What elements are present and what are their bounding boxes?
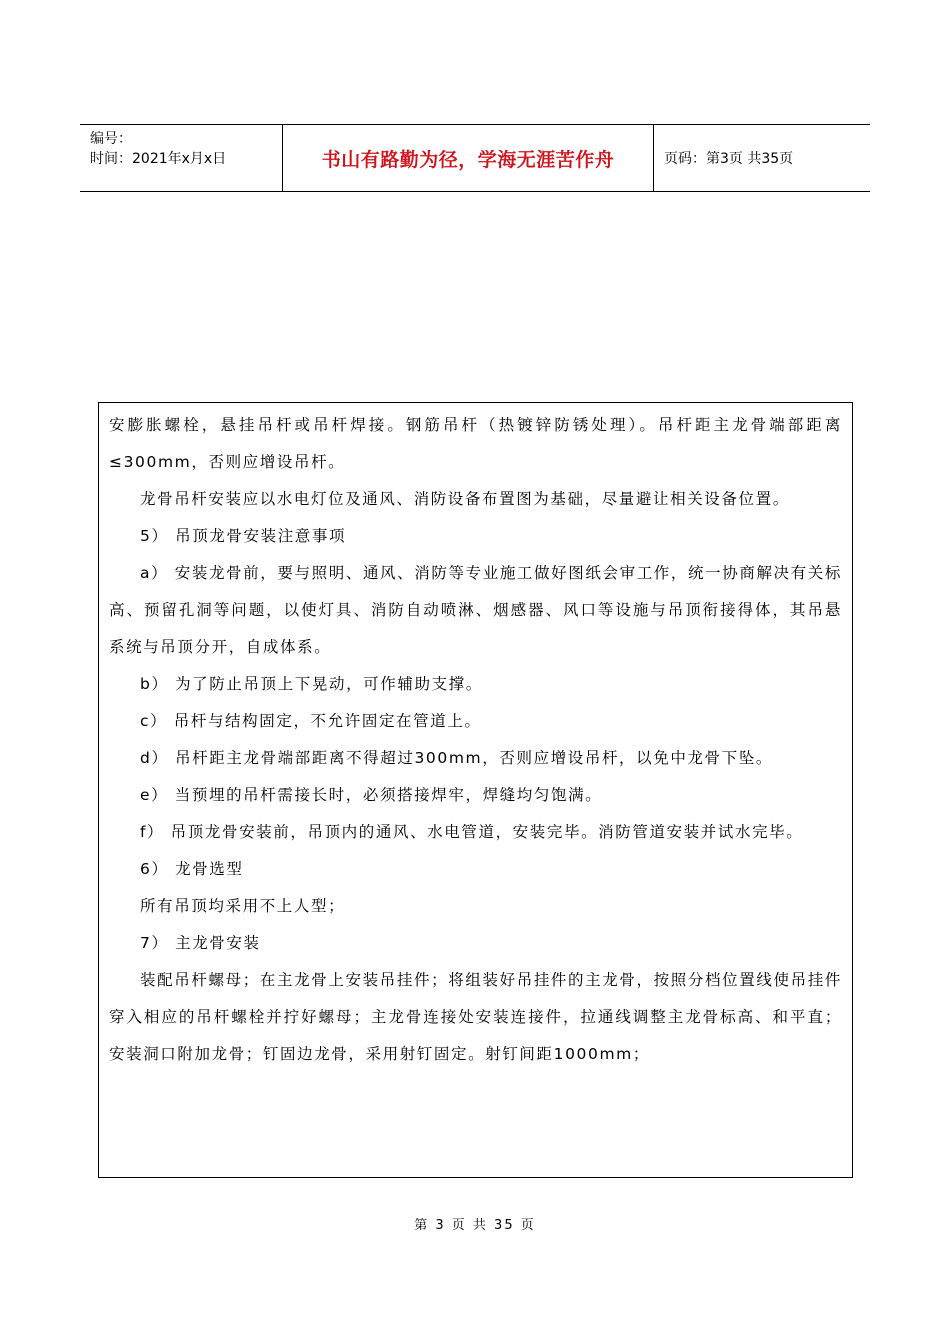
list-item: a） 安装龙骨前，要与照明、通风、消防等专业施工做好图纸会审工作，统一协商解决有关标高、预留孔洞等问题，以使灯具、消防自动喷淋、烟感器、风口等设施与吊顶衔接得体，其吊悬系统与吊顶分开，自成体系。 xyxy=(109,564,842,656)
header-page-number: 页码：第3页 共35页 xyxy=(664,151,794,167)
document-header xyxy=(80,124,870,192)
paragraph: 装配吊杆螺母；在主龙骨上安装吊挂件；将组装好吊挂件的主龙骨，按照分档位置线使吊挂件穿入相应的吊杆螺栓并拧好螺母；主龙骨连接处安装连接件，拉通线调整主龙骨标高、和平直；安装洞口附加龙骨；钉固边龙骨，采用射钉固定。射钉间距1000mm； xyxy=(109,971,842,1063)
list-item: f） 吊顶龙骨安装前，吊顶内的通风、水电管道，安装完毕。消防管道安装并试水完毕。 xyxy=(140,823,804,841)
list-item: e） 当预埋的吊杆需接长时，必须搭接焊牢，焊缝均匀饱满。 xyxy=(140,786,603,804)
paragraph: 所有吊顶均采用不上人型； xyxy=(140,897,346,915)
paragraph: 安膨胀螺栓，悬挂吊杆或吊杆焊接。钢筋吊杆（热镀锌防锈处理）。吊杆距主龙骨端部距离≤300mm，否则应增设吊杆。 xyxy=(109,416,842,471)
section-heading: 5） 吊顶龙骨安装注意事项 xyxy=(140,527,347,545)
paragraph: 龙骨吊杆安装应以水电灯位及通风、消防设备布置图为基础，尽量避让相关设备位置。 xyxy=(140,490,790,508)
header-motto: 书山有路勤为径，学海无涯苦作舟 xyxy=(282,125,654,191)
section-heading: 6） 龙骨选型 xyxy=(140,860,244,878)
section-heading: 7） 主龙骨安装 xyxy=(140,934,261,952)
document-date-label: 时间：2021年x月x日 xyxy=(90,151,227,167)
list-item: d） 吊杆距主龙骨端部距离不得超过300mm，否则应增设吊杆，以免中龙骨下坠。 xyxy=(140,749,773,767)
list-item: c） 吊杆与结构固定，不允许固定在管道上。 xyxy=(140,712,482,730)
content-box xyxy=(98,402,853,1178)
header-meta xyxy=(80,125,282,191)
list-item: b） 为了防止吊顶上下晃动，可作辅助支撑。 xyxy=(140,675,483,693)
document-number-label: 编号： xyxy=(90,131,132,147)
page-footer: 第 3 页 共 35 页 xyxy=(414,1218,536,1233)
